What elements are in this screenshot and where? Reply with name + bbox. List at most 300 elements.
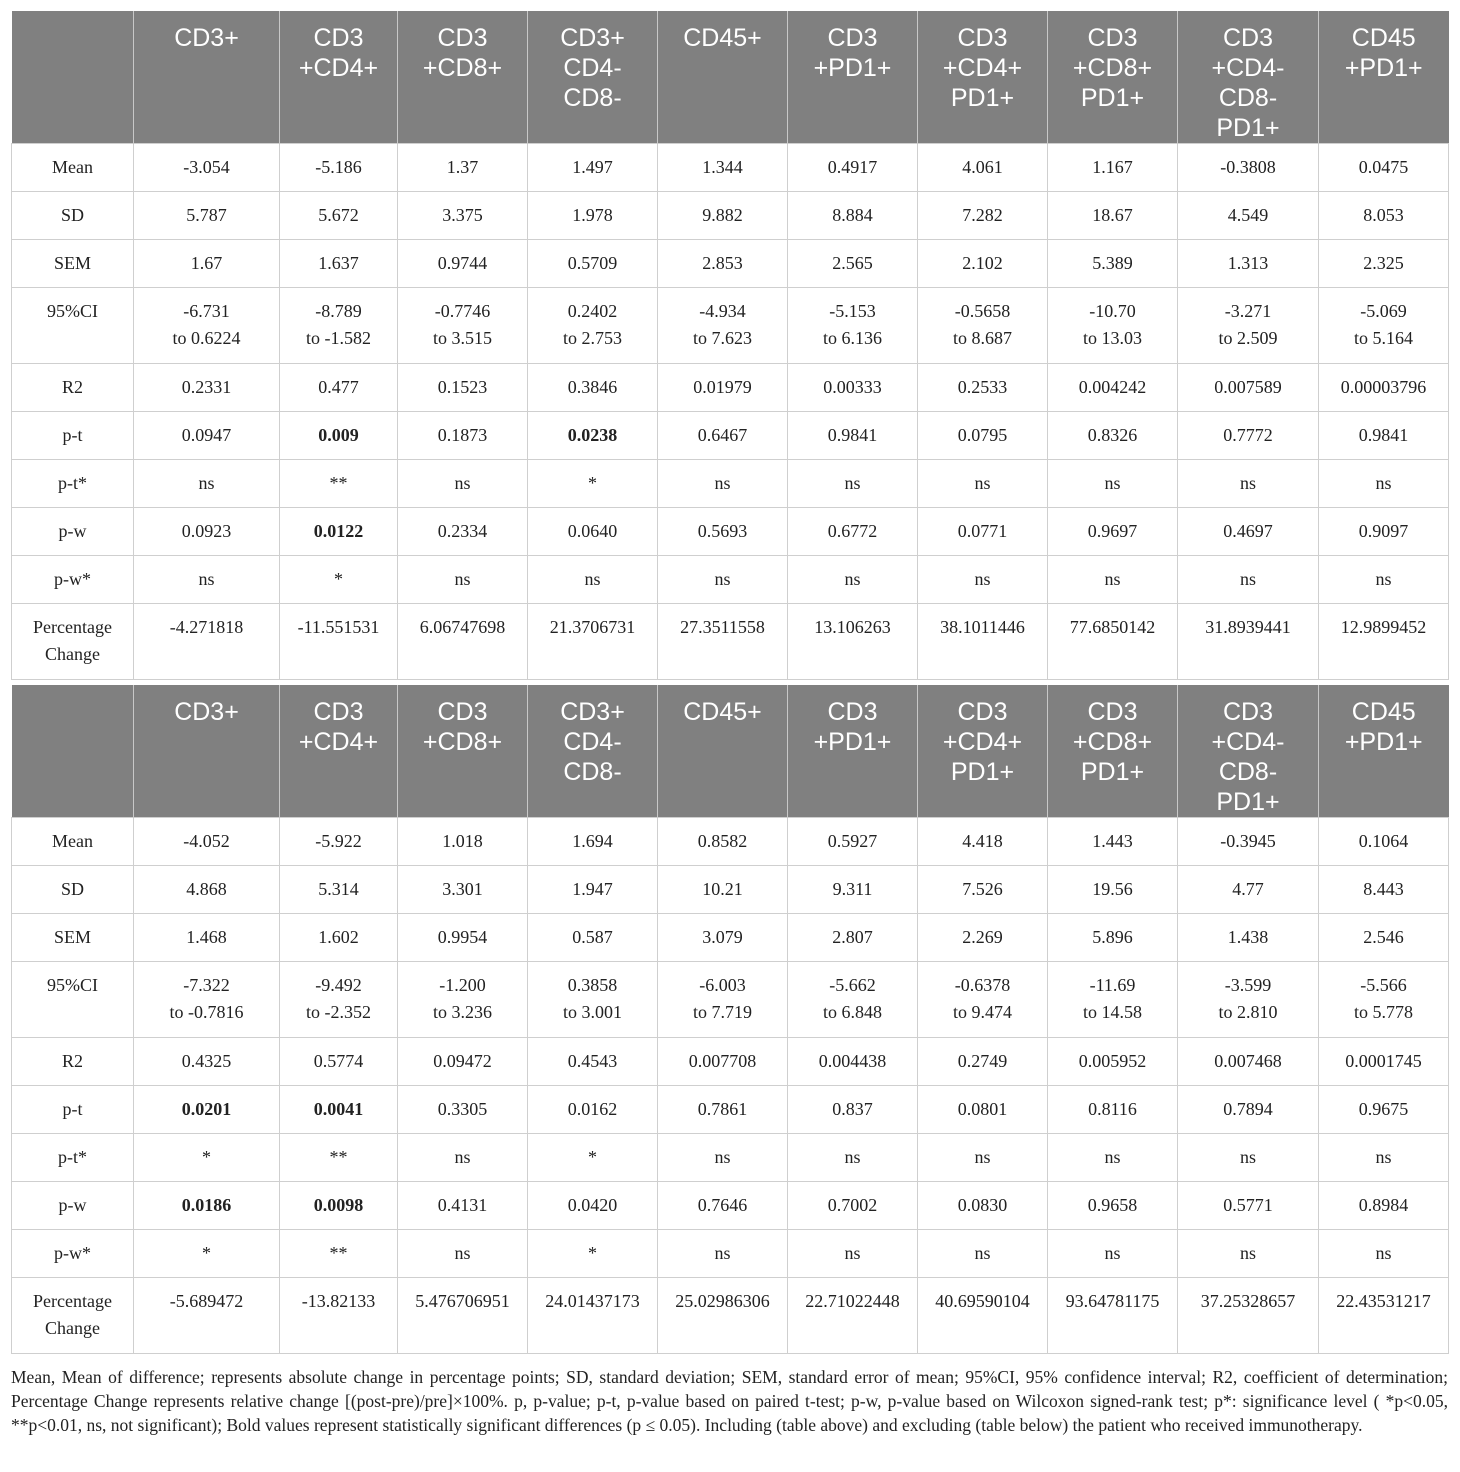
cell-value-line: -10.70: [1089, 301, 1136, 321]
table-cell: [1048, 144, 1178, 192]
cell-value-line: 0.00333: [823, 377, 882, 397]
cell-value-line: *: [588, 473, 597, 493]
column-header: [788, 685, 918, 818]
cell-value-line: 38.1011446: [940, 617, 1025, 637]
cell-value-line: -4.271818: [169, 617, 244, 637]
table-cell: [398, 914, 528, 962]
cell-value-line: 24.01437173: [545, 1291, 640, 1311]
column-header: [788, 11, 918, 144]
cell-value-line: -0.7746: [434, 301, 491, 321]
cell-value-line: -6.003: [699, 975, 746, 995]
table-cell: [398, 288, 528, 364]
cell-value-line: 5.476706951: [415, 1291, 510, 1311]
row-label-line: SD: [60, 205, 84, 225]
table-cell: [134, 914, 280, 962]
cell-value-line: ns: [974, 473, 991, 493]
table-cell: [280, 192, 398, 240]
table-cell: [1048, 1278, 1178, 1354]
table-row-percentage-change: [12, 1278, 1449, 1354]
cell-value-line: **: [329, 1147, 348, 1167]
table-cell: [1178, 1278, 1319, 1354]
cell-value-line: 0.7772: [1223, 425, 1273, 445]
table-cell: [788, 1134, 918, 1182]
cell-value-line: 0.4131: [437, 1195, 488, 1215]
cell-value-line: -11.69: [1089, 975, 1136, 995]
table-cell: [280, 818, 398, 866]
table-cell: [134, 1230, 280, 1278]
cell-value-line: 0.0475: [1358, 157, 1409, 177]
table-cell: [398, 1182, 528, 1230]
cell-value-line: 31.8939441: [1205, 617, 1291, 637]
table-cell: [1319, 412, 1449, 460]
table-cell: [1178, 508, 1319, 556]
table-cell: [918, 914, 1048, 962]
cell-value-line: 0.004242: [1078, 377, 1147, 397]
column-header-line: CD45: [1351, 698, 1416, 726]
cell-value-line: 1.167: [1092, 157, 1133, 177]
cell-value-line: to 14.58: [1082, 1002, 1142, 1022]
cell-value-line: to 2.509: [1218, 328, 1278, 348]
cell-value-line: to -2.352: [306, 1002, 371, 1022]
table-cell: [1178, 1038, 1319, 1086]
column-header-line: CD4-: [563, 54, 622, 82]
table-cell: [398, 1038, 528, 1086]
table-cell: [1319, 144, 1449, 192]
cell-value-line: 1.438: [1227, 927, 1269, 947]
table-cell: [1178, 962, 1319, 1038]
row-label: [12, 460, 134, 508]
cell-value-line: -5.069: [1360, 301, 1407, 321]
cell-value-line: 19.56: [1092, 879, 1133, 899]
table-cell: [788, 818, 918, 866]
column-header: [1178, 685, 1319, 818]
cell-value-line: ns: [714, 1147, 731, 1167]
table-cell: [658, 192, 788, 240]
cell-value-line: 0.2402: [567, 301, 618, 321]
cell-value-line: ns: [1104, 1147, 1121, 1167]
cell-value-line: 0.1064: [1358, 831, 1409, 851]
cell-value-line: to 6.848: [822, 1002, 882, 1022]
cell-value-line: 5.787: [186, 205, 227, 225]
table-cell: [1048, 1134, 1178, 1182]
table-cell: [134, 460, 280, 508]
cell-value-line: 0.477: [318, 377, 359, 397]
cell-value-line: 0.9675: [1358, 1099, 1409, 1119]
cell-value-line: 2.565: [832, 253, 873, 273]
table-cell: [528, 604, 658, 680]
table-cell: [398, 460, 528, 508]
row-label-line: SEM: [53, 253, 91, 273]
table-cell: [1319, 1038, 1449, 1086]
table-cell: [788, 240, 918, 288]
column-header: [398, 11, 528, 144]
row-label-line: Percentage: [33, 617, 112, 637]
table-cell: [1319, 1134, 1449, 1182]
row-label-line: p-t*: [58, 473, 87, 493]
column-header-line: CD3: [1087, 698, 1138, 726]
table-row-sem: [12, 240, 1449, 288]
cell-value-line: 0.9097: [1358, 521, 1409, 541]
table-cell: [280, 240, 398, 288]
table-cell: [528, 364, 658, 412]
table-cell: [1178, 144, 1319, 192]
cell-value-line: 22.71022448: [805, 1291, 900, 1311]
table-cell: [1319, 866, 1449, 914]
cell-value-line: to 0.6224: [172, 328, 241, 348]
table-cell: [1319, 192, 1449, 240]
cell-value-line: 0.2533: [957, 377, 1008, 397]
table-cell: [788, 1182, 918, 1230]
table-cell: [528, 556, 658, 604]
column-header-line: +CD4-: [1211, 728, 1285, 756]
table-cell: [918, 288, 1048, 364]
row-label: [12, 1278, 134, 1354]
table-cell: [1048, 1230, 1178, 1278]
cell-value-line: -6.731: [183, 301, 230, 321]
row-label: [12, 1230, 134, 1278]
cell-value-line: 1.637: [318, 253, 359, 273]
column-header-line: CD45+: [683, 698, 762, 726]
cell-value-line: 0.00003796: [1340, 377, 1427, 397]
row-label: [12, 1038, 134, 1086]
column-header: [918, 685, 1048, 818]
table-cell: [1319, 604, 1449, 680]
table-cell: [918, 556, 1048, 604]
cell-value-line: 0.0771: [957, 521, 1008, 541]
cell-value-line: 0.0947: [181, 425, 232, 445]
column-header-line: CD3: [827, 24, 878, 52]
cell-value-line: 0.0795: [957, 425, 1008, 445]
row-label-line: p-t: [62, 1099, 83, 1119]
row-label: [12, 1134, 134, 1182]
cell-value-line: 77.6850142: [1069, 617, 1156, 637]
cell-value-line: 0.0122: [313, 521, 364, 541]
cell-value-line: 0.0001745: [1345, 1051, 1422, 1071]
table-cell: [280, 1230, 398, 1278]
row-label: [12, 914, 134, 962]
cell-value-line: -5.922: [315, 831, 362, 851]
cell-value-line: ns: [714, 473, 731, 493]
results-table-excluding: [11, 685, 1449, 1354]
table-cell: [528, 866, 658, 914]
cell-value-line: 12.9899452: [1340, 617, 1427, 637]
column-header-line: +CD4+: [942, 728, 1023, 756]
cell-value-line: 0.0420: [567, 1195, 618, 1215]
table-cell: [1178, 1230, 1319, 1278]
table-cell: [788, 288, 918, 364]
cell-value-line: 4.549: [1227, 205, 1269, 225]
table-cell: [398, 866, 528, 914]
cell-value-line: 2.325: [1363, 253, 1404, 273]
column-header-line: +CD4+: [298, 728, 379, 756]
table-cell: [398, 240, 528, 288]
cell-value-line: 0.4543: [567, 1051, 618, 1071]
column-header: [1048, 11, 1178, 144]
cell-value-line: 0.1523: [437, 377, 488, 397]
row-label: [12, 508, 134, 556]
cell-value-line: 13.106263: [814, 617, 891, 637]
row-label-line: Change: [45, 1318, 100, 1338]
table-cell: [918, 866, 1048, 914]
table-cell: [528, 1086, 658, 1134]
cell-value-line: 0.2749: [957, 1051, 1008, 1071]
cell-value-line: ns: [714, 569, 731, 589]
table-cell: [1178, 604, 1319, 680]
table-cell: [788, 604, 918, 680]
table-cell: [528, 1134, 658, 1182]
cell-value-line: *: [202, 1147, 211, 1167]
cell-value-line: 0.8582: [697, 831, 748, 851]
table-cell: [134, 866, 280, 914]
table-cell: [398, 962, 528, 1038]
table-cell: [788, 1278, 918, 1354]
cell-value-line: 0.9841: [827, 425, 878, 445]
cell-value-line: 0.0923: [181, 521, 232, 541]
cell-value-line: 0.8116: [1088, 1099, 1137, 1119]
column-header-line: PD1+: [1216, 114, 1280, 142]
cell-value-line: 0.5693: [697, 521, 748, 541]
cell-value-line: ns: [584, 569, 601, 589]
cell-value-line: 2.546: [1363, 927, 1404, 947]
cell-value-line: 0.0801: [957, 1099, 1008, 1119]
table-cell: [134, 144, 280, 192]
cell-value-line: 1.67: [190, 253, 223, 273]
results-table-including: [11, 11, 1449, 680]
cell-value-line: ns: [454, 473, 471, 493]
table-cell: [1319, 1278, 1449, 1354]
cell-value-line: 0.9658: [1087, 1195, 1138, 1215]
column-header: [398, 685, 528, 818]
table-cell: [918, 962, 1048, 1038]
column-header: [528, 11, 658, 144]
cell-value-line: 0.0830: [957, 1195, 1008, 1215]
table-row-r2: [12, 364, 1449, 412]
cell-value-line: ns: [844, 569, 861, 589]
cell-value-line: to 5.778: [1353, 1002, 1413, 1022]
table-cell: [280, 288, 398, 364]
cell-value-line: 1.978: [572, 205, 613, 225]
column-header: [134, 11, 280, 144]
cell-value-line: 0.2334: [437, 521, 488, 541]
column-header-line: CD3: [957, 698, 1008, 726]
table-cell: [1319, 1086, 1449, 1134]
column-header-line: CD3: [437, 698, 488, 726]
table-cell: [528, 460, 658, 508]
cell-value-line: 0.0238: [567, 425, 618, 445]
table-cell: [134, 1038, 280, 1086]
cell-value-line: 1.018: [442, 831, 483, 851]
cell-value-line: 9.311: [832, 879, 873, 899]
cell-value-line: to 7.623: [692, 328, 752, 348]
table-cell: [1319, 288, 1449, 364]
table-cell: [528, 412, 658, 460]
table-cell: [398, 604, 528, 680]
table-cell: [280, 1134, 398, 1182]
cell-value-line: 1.497: [572, 157, 613, 177]
table-row-p-w: [12, 1230, 1449, 1278]
cell-value-line: 0.7646: [697, 1195, 748, 1215]
table-cell: [658, 460, 788, 508]
column-header-line: CD8-: [1218, 84, 1278, 112]
column-header-line: CD3: [313, 24, 364, 52]
cell-value-line: 9.882: [702, 205, 743, 225]
cell-value-line: -4.934: [699, 301, 746, 321]
table-cell: [1319, 556, 1449, 604]
table-cell: [918, 818, 1048, 866]
cell-value-line: 0.6467: [697, 425, 748, 445]
cell-value-line: 0.5709: [567, 253, 618, 273]
table-cell: [658, 818, 788, 866]
table-cell: [1319, 508, 1449, 556]
table-cell: [1319, 364, 1449, 412]
cell-value-line: 1.313: [1227, 253, 1269, 273]
cell-value-line: ns: [1375, 1243, 1392, 1263]
cell-value-line: ns: [1375, 1147, 1392, 1167]
cell-value-line: 0.0640: [567, 521, 618, 541]
cell-value-line: to 5.164: [1353, 328, 1413, 348]
table-cell: [658, 412, 788, 460]
table-cell: [918, 1278, 1048, 1354]
table-cell: [918, 1230, 1048, 1278]
table-cell: [1178, 818, 1319, 866]
table-cell: [1319, 460, 1449, 508]
table-cell: [528, 914, 658, 962]
cell-value-line: -4.052: [183, 831, 230, 851]
column-header-line: +CD4-: [1211, 54, 1285, 82]
table-row-mean: [12, 144, 1449, 192]
column-header: [918, 11, 1048, 144]
header-corner: [12, 685, 134, 818]
cell-value-line: to -1.582: [306, 328, 371, 348]
cell-value-line: -5.662: [829, 975, 876, 995]
table-cell: [280, 1182, 398, 1230]
cell-value-line: 7.282: [962, 205, 1003, 225]
column-header-line: PD1+: [950, 758, 1015, 786]
cell-value-line: to 3.001: [562, 1002, 622, 1022]
column-header-line: CD3: [1222, 698, 1273, 726]
table-cell: [1048, 962, 1178, 1038]
column-header-line: CD3+: [560, 24, 625, 52]
column-header-line: CD3+: [560, 698, 625, 726]
table-cell: [918, 412, 1048, 460]
cell-value-line: 3.301: [442, 879, 483, 899]
column-header-line: +CD8+: [1072, 54, 1153, 82]
column-header-line: PD1+: [950, 84, 1015, 112]
row-label: [12, 288, 134, 364]
cell-value-line: **: [329, 1243, 348, 1263]
row-label: [12, 1086, 134, 1134]
table-cell: [1178, 914, 1319, 962]
cell-value-line: 0.0098: [313, 1195, 364, 1215]
cell-value-line: **: [329, 473, 348, 493]
table-cell: [134, 412, 280, 460]
table-cell: [398, 1134, 528, 1182]
row-label-line: p-w*: [54, 569, 91, 589]
table-row-95-ci: [12, 288, 1449, 364]
cell-value-line: ns: [974, 569, 991, 589]
table-cell: [1048, 914, 1178, 962]
cell-value-line: 0.0041: [313, 1099, 364, 1119]
table-row-95-ci: [12, 962, 1449, 1038]
table-body: [12, 144, 1449, 680]
table-cell: [658, 288, 788, 364]
column-header: [1178, 11, 1319, 144]
table-row-mean: [12, 818, 1449, 866]
cell-value-line: ns: [1104, 473, 1121, 493]
column-header: [1048, 685, 1178, 818]
column-header: [658, 11, 788, 144]
table-cell: [398, 1278, 528, 1354]
cell-value-line: *: [334, 569, 343, 589]
table-cell: [398, 1230, 528, 1278]
row-label-line: Mean: [52, 831, 93, 851]
table-cell: [788, 1230, 918, 1278]
column-header-line: CD3: [313, 698, 364, 726]
table-cell: [1178, 1182, 1319, 1230]
cell-value-line: 0.007708: [688, 1051, 757, 1071]
column-header: [134, 685, 280, 818]
cell-value-line: 0.0186: [181, 1195, 232, 1215]
cell-value-line: ns: [844, 473, 861, 493]
table-cell: [1048, 192, 1178, 240]
cell-value-line: to 6.136: [822, 328, 882, 348]
cell-value-line: 5.314: [318, 879, 359, 899]
column-header-line: CD3: [437, 24, 488, 52]
cell-value-line: *: [588, 1147, 597, 1167]
table-cell: [1048, 364, 1178, 412]
column-header-line: CD3: [1222, 24, 1273, 52]
table-cell: [788, 460, 918, 508]
table-cell: [658, 144, 788, 192]
table-cell: [280, 866, 398, 914]
cell-value-line: -0.5658: [954, 301, 1011, 321]
cell-value-line: to 3.515: [432, 328, 492, 348]
table-cell: [1319, 818, 1449, 866]
table-cell: [918, 460, 1048, 508]
cell-value-line: 0.5771: [1223, 1195, 1273, 1215]
row-label: [12, 412, 134, 460]
row-label-line: Change: [45, 644, 100, 664]
table-row-p-t: [12, 1086, 1449, 1134]
cell-value-line: 0.1873: [437, 425, 488, 445]
table-cell: [398, 364, 528, 412]
table-cell: [134, 962, 280, 1038]
table-cell: [658, 556, 788, 604]
table-cell: [918, 604, 1048, 680]
cell-value-line: 37.25328657: [1200, 1291, 1296, 1311]
column-header-line: +CD8+: [422, 728, 503, 756]
table-row-p-w: [12, 556, 1449, 604]
cell-value-line: -5.153: [829, 301, 876, 321]
cell-value-line: ns: [1375, 473, 1392, 493]
table-cell: [528, 1182, 658, 1230]
table-cell: [918, 1182, 1048, 1230]
cell-value-line: to 2.753: [562, 328, 622, 348]
table-cell: [918, 364, 1048, 412]
table-cell: [528, 1038, 658, 1086]
table-cell: [658, 1278, 788, 1354]
cell-value-line: to -0.7816: [169, 1002, 244, 1022]
row-label: [12, 604, 134, 680]
row-label: [12, 962, 134, 1038]
column-header-line: +PD1+: [813, 728, 892, 756]
cell-value-line: -5.689472: [169, 1291, 244, 1311]
cell-value-line: ns: [1239, 1243, 1256, 1263]
table-cell: [398, 144, 528, 192]
cell-value-line: 2.102: [962, 253, 1003, 273]
table-cell: [788, 412, 918, 460]
table-cell: [134, 240, 280, 288]
